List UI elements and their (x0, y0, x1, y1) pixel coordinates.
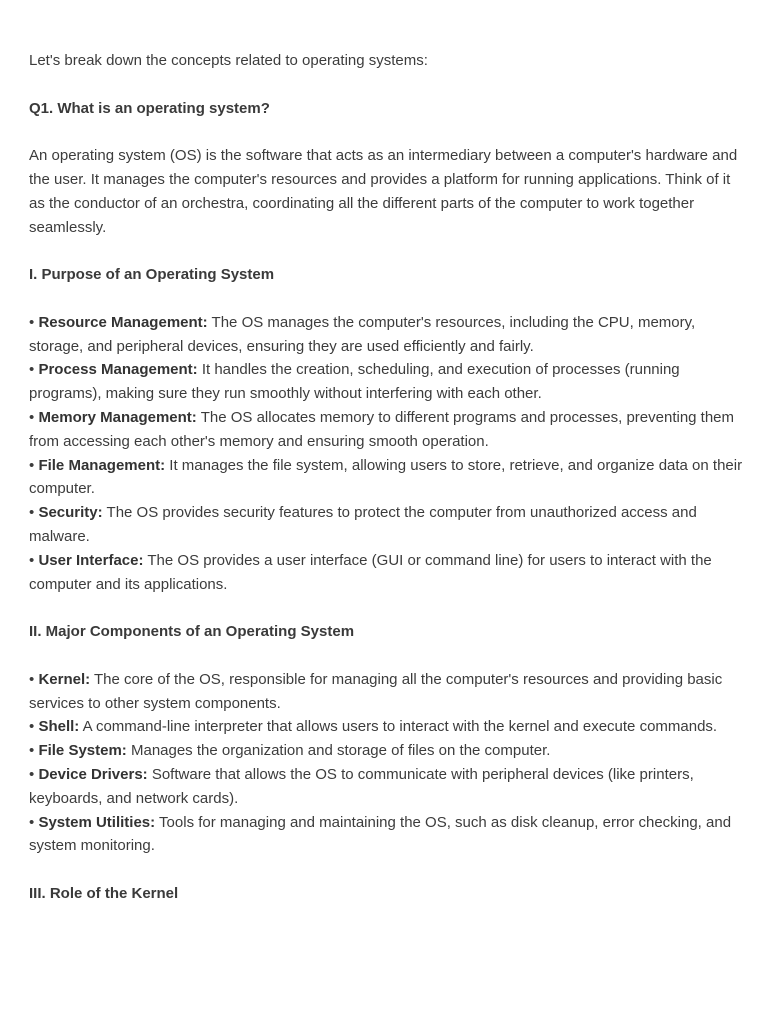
section3-heading: III. Role of the Kernel (29, 884, 179, 902)
spacer (29, 73, 745, 97)
list-item-term: Device Drivers: (38, 765, 148, 783)
section1-heading: I. Purpose of an Operating System (29, 266, 275, 284)
section1-list (29, 311, 745, 597)
list-item (29, 311, 745, 359)
list-item-text: The OS provides security features to protect the computer from unauthorized access and malware. (29, 504, 697, 545)
list-item-term: Resource Management: (38, 313, 208, 331)
q1-body: An operating system (OS) is the software that acts as an intermediary between a computer's hardware and the user. It manages the computer's resources and provides a platform for running applications. Think of it as the conductor of an orchestra, coordinating all the different parts of the computer to work together seamlessly. (29, 147, 738, 236)
list-item-term: Security: (38, 504, 103, 522)
bullet-icon: • (29, 765, 35, 783)
list-item (29, 668, 745, 716)
bullet-icon: • (29, 551, 35, 569)
list-item-text: It handles the creation, scheduling, and execution of processes (running programs), making sure they run smoothly without interfering with each other. (29, 361, 680, 403)
list-item (29, 715, 745, 739)
list-item-text: The OS provides a user interface (GUI or command line) for users to interact with the computer and its applications. (29, 551, 712, 593)
list-item-term: File Management: (38, 456, 166, 474)
list-item-term: System Utilities: (38, 813, 156, 831)
list-item (29, 454, 745, 502)
list-item (29, 358, 745, 406)
document-body (29, 49, 745, 906)
list-item (29, 549, 745, 597)
bullet-icon: • (29, 408, 35, 426)
list-item-term: User Interface: (38, 551, 144, 569)
spacer (29, 239, 745, 263)
list-item-term: Shell: (38, 718, 80, 736)
list-item (29, 406, 745, 454)
list-item-term: Kernel: (38, 670, 91, 688)
list-item-text: The core of the OS, responsible for managing all the computer's resources and providing basic services to other system components. (29, 670, 723, 712)
spacer (29, 858, 745, 882)
list-item-text: Software that allows the OS to communicate with peripheral devices (like printers, keyboards, and network cards). (29, 765, 694, 807)
list-item-term: Memory Management: (38, 408, 197, 426)
list-item (29, 763, 745, 811)
list-item (29, 739, 745, 763)
bullet-icon: • (29, 456, 35, 474)
list-item (29, 501, 745, 549)
list-item-text: A command-line interpreter that allows users to interact with the kernel and execute commands. (79, 718, 718, 736)
list-item-term: File System: (38, 742, 127, 760)
spacer (29, 596, 745, 620)
bullet-icon: • (29, 670, 35, 688)
bullet-icon: • (29, 742, 35, 760)
section2-heading: II. Major Components of an Operating System (29, 623, 355, 641)
spacer (29, 120, 745, 144)
list-item-text: Tools for managing and maintaining the OS, such as disk cleanup, error checking, and system monitoring. (29, 813, 732, 855)
list-item-text: The OS allocates memory to different programs and processes, preventing them from accessing each other's memory and ensuring smooth operation. (29, 408, 735, 450)
list-item-text: The OS manages the computer's resources, including the CPU, memory, storage, and peripheral devices, ensuring they are used efficiently and fairly. (29, 313, 696, 355)
section2-list (29, 668, 745, 858)
list-item (29, 811, 745, 859)
spacer (29, 644, 745, 668)
bullet-icon: • (29, 361, 35, 379)
list-item-text: Manages the organization and storage of files on the computer. (126, 742, 551, 760)
bullet-icon: • (29, 813, 35, 831)
bullet-icon: • (29, 718, 35, 736)
q1-heading: Q1. What is an operating system? (29, 99, 270, 117)
bullet-icon: • (29, 504, 35, 522)
list-item-text: It manages the file system, allowing users to store, retrieve, and organize data on their computer. (29, 456, 743, 498)
spacer (29, 287, 745, 311)
intro-text: Let's break down the concepts related to operating systems: (29, 52, 428, 69)
list-item-term: Process Management: (38, 361, 198, 379)
bullet-icon: • (29, 313, 35, 331)
